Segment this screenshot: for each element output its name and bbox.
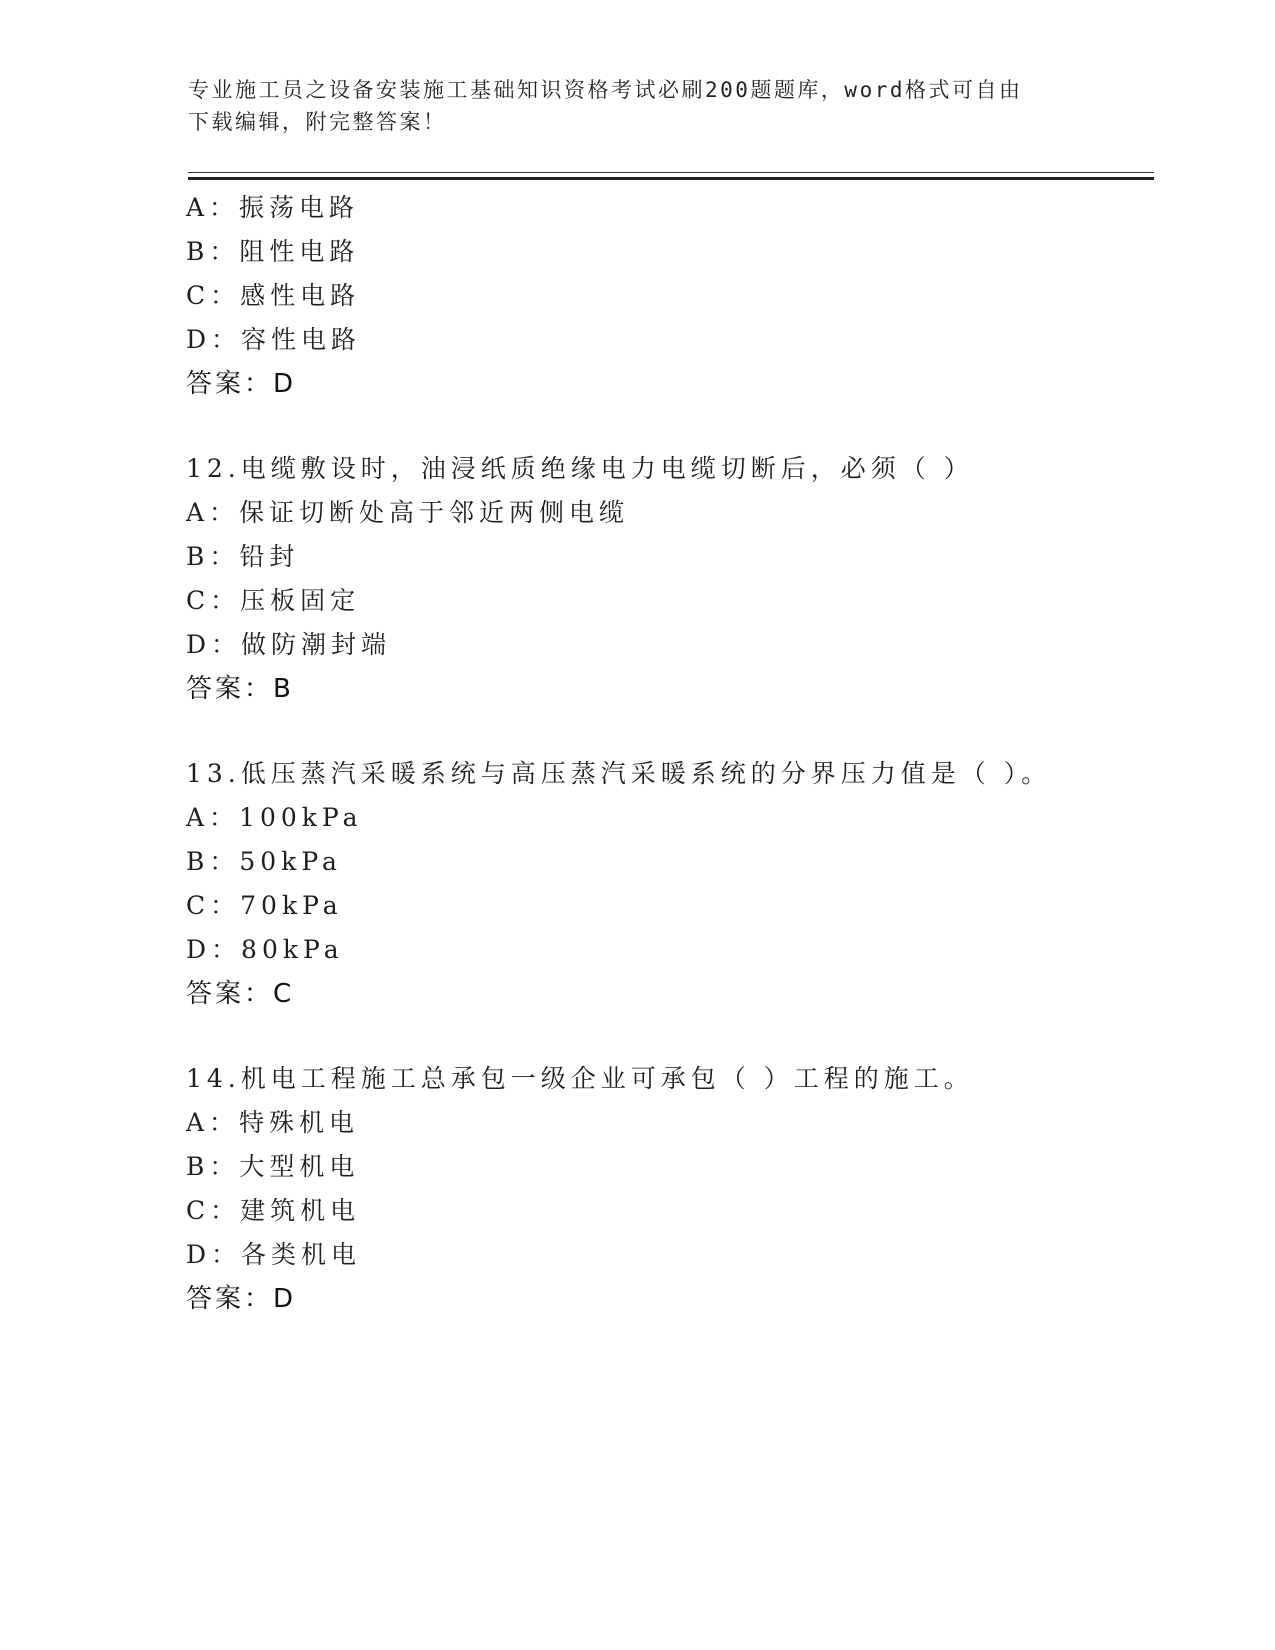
q14-question: 14.机电工程施工总承包一级企业可承包（ ）工程的施工。 bbox=[186, 1064, 974, 1093]
q11-option-c: C：感性电路 bbox=[186, 281, 361, 310]
q12-answer: 答案：B bbox=[186, 674, 294, 704]
q13-option-b: B：50kPa bbox=[186, 847, 342, 876]
q11-option-a: A：振荡电路 bbox=[186, 193, 360, 222]
q11-option-b: B：阻性电路 bbox=[186, 237, 360, 266]
q14-option-d: D：各类机电 bbox=[186, 1240, 362, 1269]
header-divider-thin bbox=[188, 172, 1154, 173]
q11-option-d: D：容性电路 bbox=[186, 325, 362, 354]
header-title-line-1: 专业施工员之设备安装施工基础知识资格考试必刷200题题库，word格式可自由 bbox=[188, 78, 1023, 102]
q12-option-d: D：做防潮封端 bbox=[186, 630, 392, 659]
q11-answer: 答案：D bbox=[186, 369, 297, 399]
q14-option-a: A：特殊机电 bbox=[186, 1108, 360, 1137]
header-title-line-2: 下载编辑，附完整答案！ bbox=[188, 110, 447, 134]
q13-option-a: A：100kPa bbox=[186, 803, 363, 832]
q13-option-d: D：80kPa bbox=[186, 935, 344, 964]
q13-question: 13.低压蒸汽采暖系统与高压蒸汽采暖系统的分界压力值是（ ）。 bbox=[186, 759, 1052, 788]
q12-question: 12.电缆敷设时，油浸纸质绝缘电力电缆切断后，必须（ ） bbox=[186, 454, 974, 483]
q14-option-b: B：大型机电 bbox=[186, 1152, 360, 1181]
document-header bbox=[188, 74, 1088, 138]
q12-option-a: A：保证切断处高于邻近两侧电缆 bbox=[186, 498, 630, 527]
header-divider-thick bbox=[188, 177, 1154, 180]
q14-option-c: C：建筑机电 bbox=[186, 1196, 361, 1225]
q14-answer: 答案：D bbox=[186, 1284, 297, 1314]
q13-answer: 答案：C bbox=[186, 979, 295, 1009]
q13-option-c: C：70kPa bbox=[186, 891, 343, 920]
q12-option-c: C：压板固定 bbox=[186, 586, 361, 615]
q12-option-b: B：铅封 bbox=[186, 542, 300, 571]
